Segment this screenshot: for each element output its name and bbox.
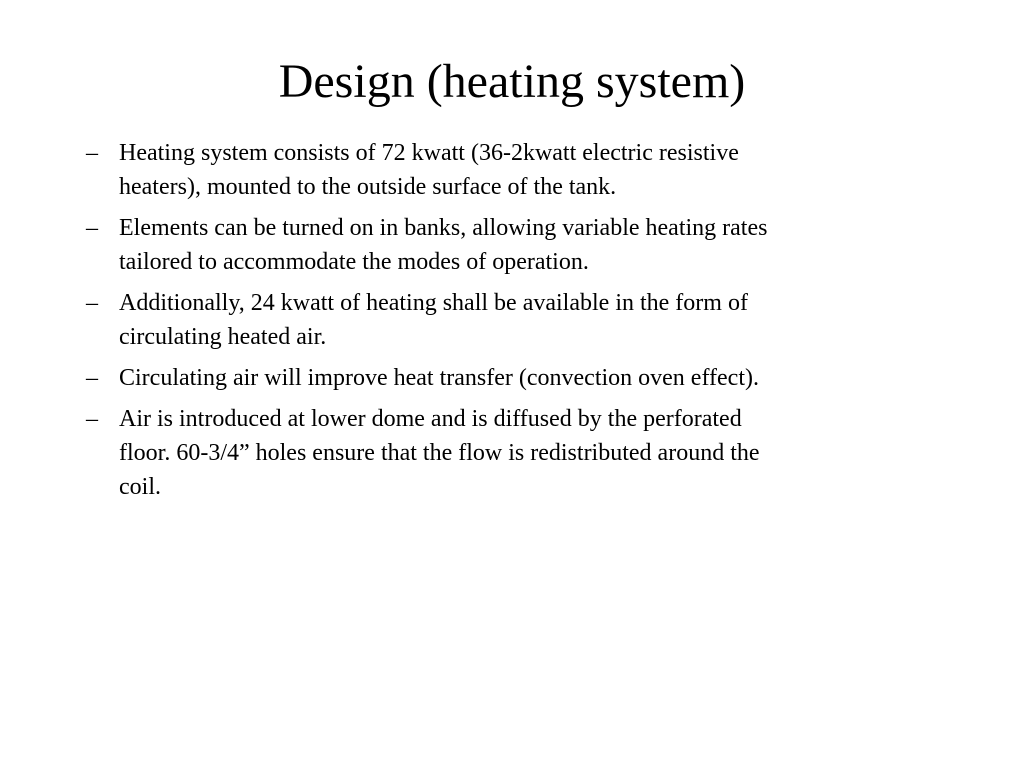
bullet-text: Circulating air will improve heat transfer (convection oven effect). xyxy=(119,365,759,391)
dash-bullet-icon: – xyxy=(86,215,98,241)
dash-bullet-icon: – xyxy=(86,290,98,316)
bullet-item xyxy=(86,402,786,504)
bullet-item xyxy=(86,211,786,279)
slide-title: Design (heating system) xyxy=(278,55,746,108)
bullet-item xyxy=(86,286,786,354)
bullet-text: Air is introduced at lower dome and is diffused by the perforated floor. 60-3/4” holes ensure that the flow is redistributed around the coil. xyxy=(119,406,760,500)
bullet-item xyxy=(86,136,786,204)
bullet-text: Heating system consists of 72 kwatt (36-2kwatt electric resistive heaters), mounted to the outside surface of the tank. xyxy=(119,140,739,200)
dash-bullet-icon: – xyxy=(86,140,98,166)
bullet-list xyxy=(86,136,786,511)
bullet-item xyxy=(86,361,786,395)
bullet-text: Elements can be turned on in banks, allowing variable heating rates tailored to accommodate the modes of operation. xyxy=(119,215,768,275)
bullet-text: Additionally, 24 kwatt of heating shall be available in the form of circulating heated air. xyxy=(119,290,748,350)
dash-bullet-icon: – xyxy=(86,406,98,432)
dash-bullet-icon: – xyxy=(86,365,98,391)
